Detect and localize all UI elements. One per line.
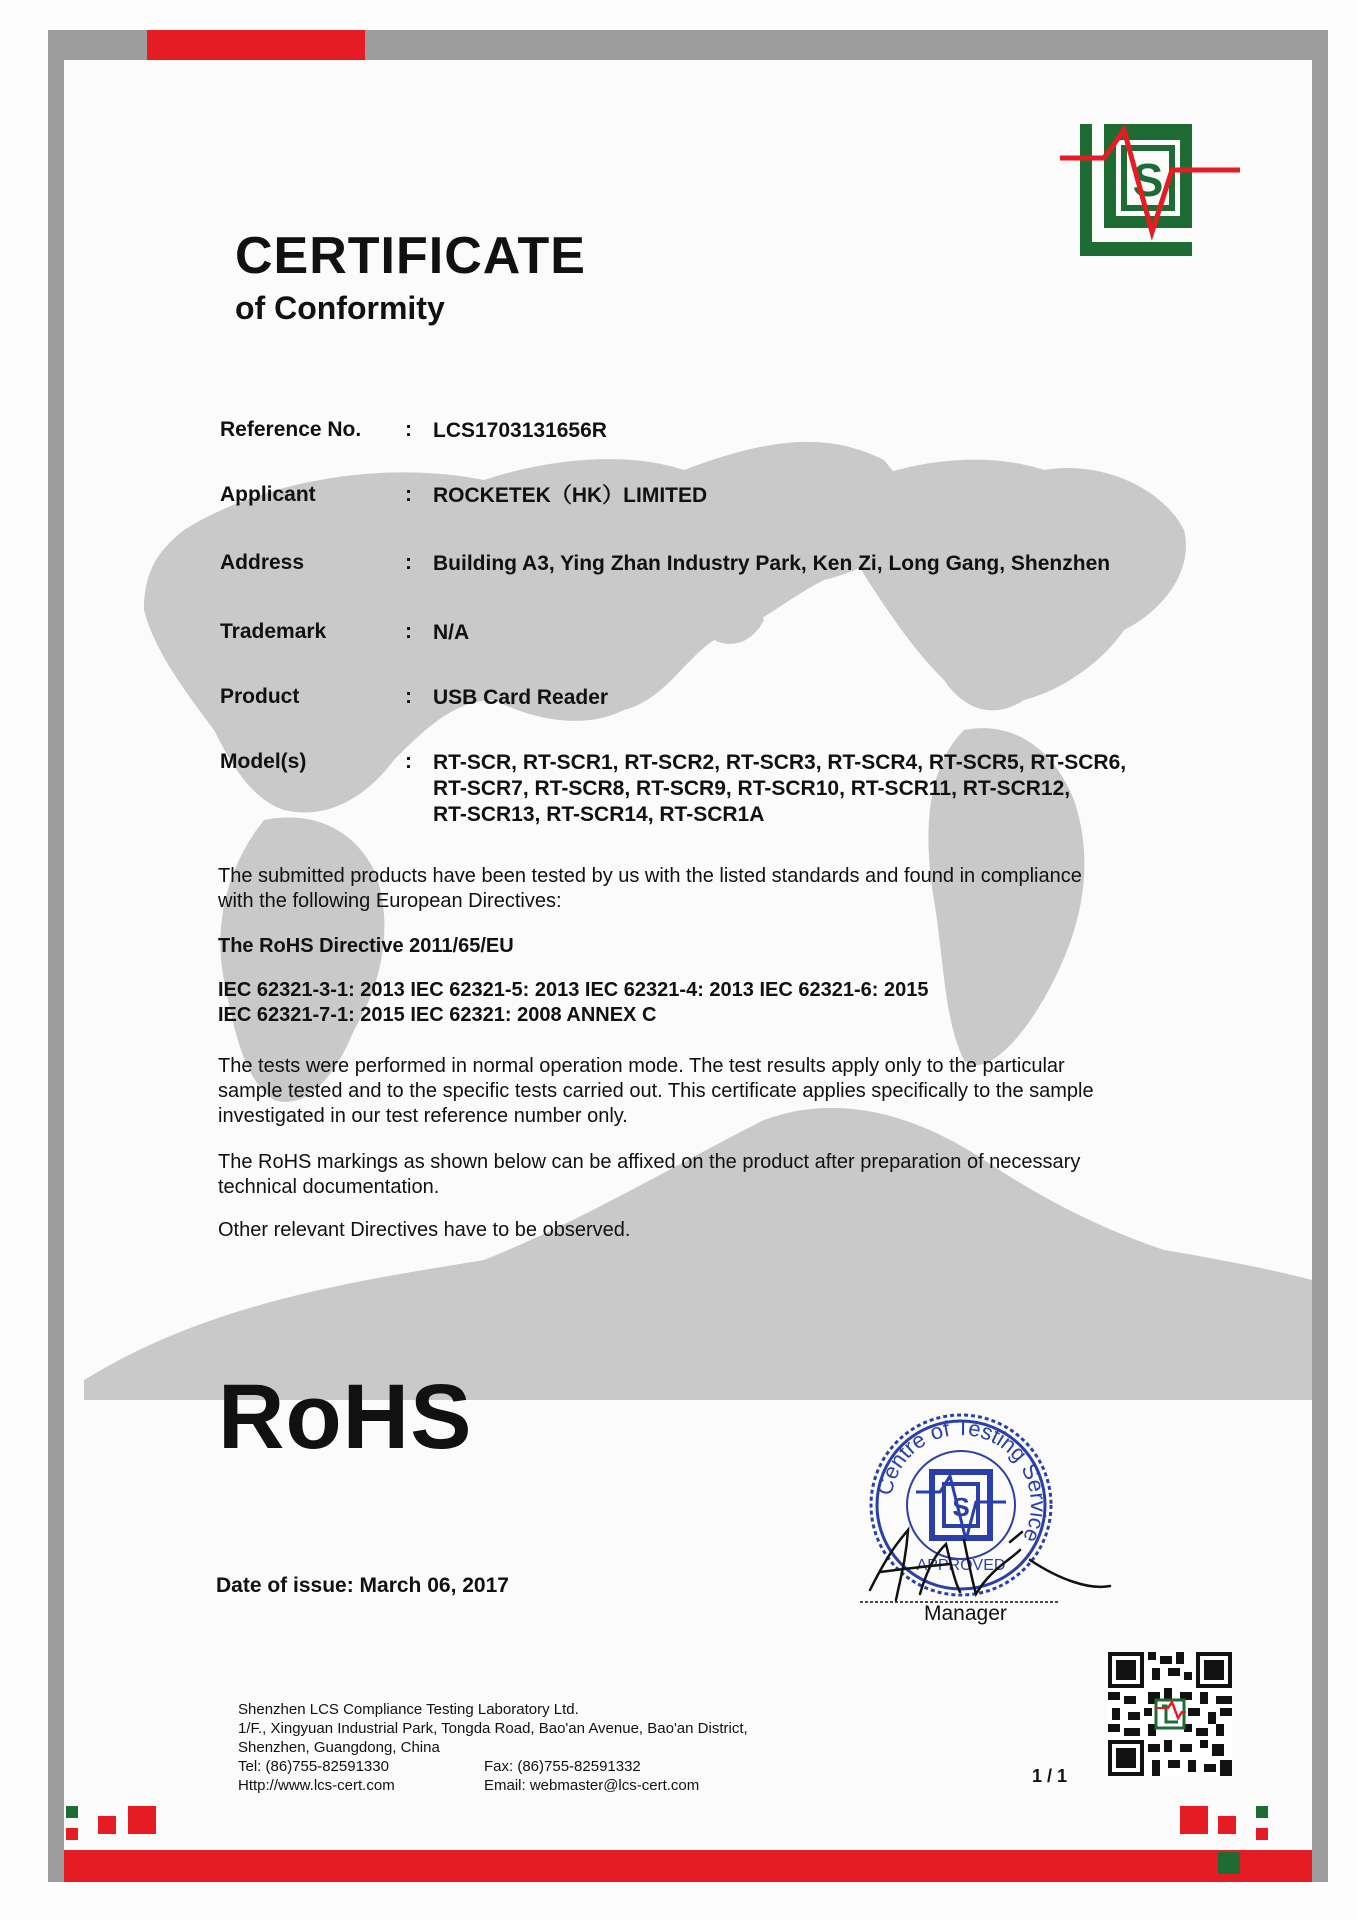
- tests-paragraph: [218, 1054, 1188, 1129]
- field-value: Building A3, Ying Zhan Industry Park, Ken Zi, Long Gang, Shenzhen: [433, 552, 1111, 575]
- svg-text:S: S: [952, 1492, 970, 1522]
- decor-square: [66, 1806, 78, 1818]
- text-line: investigated in our test reference number only.: [218, 1105, 628, 1127]
- field-label: Reference No.: [220, 418, 362, 441]
- field-colon: :: [405, 685, 412, 708]
- text-line: The RoHS markings as shown below can be affixed on the product after preparation of necessary: [218, 1151, 1081, 1173]
- rohs-mark: RoHS: [218, 1366, 473, 1468]
- certificate-subtitle: of Conformity: [235, 290, 445, 326]
- markings-paragraph: [218, 1150, 1188, 1200]
- field-value: USB Card Reader: [433, 686, 609, 709]
- field-label: Product: [220, 685, 300, 708]
- intro-paragraph: [218, 864, 1188, 914]
- footer-web: Http://www.lcs-cert.com: [238, 1777, 395, 1794]
- field-colon: :: [405, 620, 412, 643]
- signatory-title: Manager: [924, 1602, 1007, 1625]
- field-colon: :: [405, 418, 412, 441]
- certificate-title: CERTIFICATE: [235, 227, 586, 285]
- field-value: ROCKETEK（HK）LIMITED: [433, 484, 708, 507]
- text-line: The submitted products have been tested by us with the listed standards and found in compliance: [218, 865, 1082, 887]
- field-value: N/A: [433, 621, 470, 644]
- footer-fax: Fax: (86)755-82591332: [484, 1758, 641, 1775]
- footer-email: Email: webmaster@lcs-cert.com: [484, 1777, 700, 1794]
- svg-text:S: S: [1132, 154, 1164, 206]
- field-colon: :: [405, 750, 412, 773]
- decor-square: [1256, 1828, 1268, 1840]
- decor-square: [128, 1806, 156, 1834]
- page-number: 1 / 1: [1032, 1766, 1068, 1786]
- date-of-issue: Date of issue: March 06, 2017: [216, 1574, 509, 1597]
- field-colon: :: [405, 483, 412, 506]
- text-line: with the following European Directives:: [218, 890, 562, 912]
- text-line: technical documentation.: [218, 1176, 440, 1198]
- other-directives: Other relevant Directives have to be observed.: [218, 1219, 631, 1241]
- footer-tel: Tel: (86)755-82591330: [238, 1758, 389, 1775]
- decor-square: [66, 1828, 78, 1840]
- text-line: sample tested and to the specific tests carried out. This certificate applies specifically to the sample: [218, 1080, 1094, 1102]
- text-line: The tests were performed in normal operation mode. The test results apply only to the particular: [218, 1055, 1065, 1077]
- decor-square: [1218, 1816, 1236, 1834]
- standards-list: [218, 978, 1188, 1028]
- field-value: [433, 750, 1357, 828]
- model-line: RT-SCR13, RT-SCR14, RT-SCR1A: [433, 803, 765, 826]
- footer-contact: [238, 1700, 748, 1795]
- lcs-logo-icon: [1060, 120, 1240, 260]
- top-red-bar: [147, 30, 365, 60]
- field-label: Applicant: [220, 483, 316, 506]
- decor-square: [1256, 1806, 1268, 1818]
- field-value: LCS1703131656R: [433, 419, 607, 442]
- manager-signature: [860, 1520, 1120, 1610]
- field-colon: :: [405, 551, 412, 574]
- model-line: RT-SCR, RT-SCR1, RT-SCR2, RT-SCR3, RT-SCR4, RT-SCR5, RT-SCR6,: [433, 751, 1127, 774]
- footer-address-line: 1/F., Xingyuan Industrial Park, Tongda Road, Bao'an Avenue, Bao'an District,: [238, 1720, 748, 1737]
- field-label: Model(s): [220, 750, 307, 773]
- decor-square: [1218, 1852, 1240, 1874]
- qr-code-icon: [1108, 1652, 1232, 1776]
- stamp-ring-text: Centre of Testing Service: [871, 1414, 1052, 1547]
- decor-square: [1180, 1806, 1208, 1834]
- footer-address-line: Shenzhen, Guangdong, China: [238, 1739, 440, 1756]
- field-label: Trademark: [220, 620, 327, 643]
- decor-square: [98, 1816, 116, 1834]
- stamp-approved-text: APPROVED: [916, 1557, 1006, 1574]
- bottom-red-bar: [64, 1850, 1312, 1882]
- directive-name: The RoHS Directive 2011/65/EU: [218, 935, 514, 957]
- text-line: IEC 62321-3-1: 2013 IEC 62321-5: 2013 IEC 62321-4: 2013 IEC 62321-6: 2015: [218, 979, 929, 1001]
- text-line: IEC 62321-7-1: 2015 IEC 62321: 2008 ANNEX C: [218, 1004, 657, 1026]
- footer-company: Shenzhen LCS Compliance Testing Laboratory Ltd.: [238, 1701, 579, 1718]
- model-line: RT-SCR7, RT-SCR8, RT-SCR9, RT-SCR10, RT-SCR11, RT-SCR12,: [433, 777, 1071, 800]
- field-label: Address: [220, 551, 305, 574]
